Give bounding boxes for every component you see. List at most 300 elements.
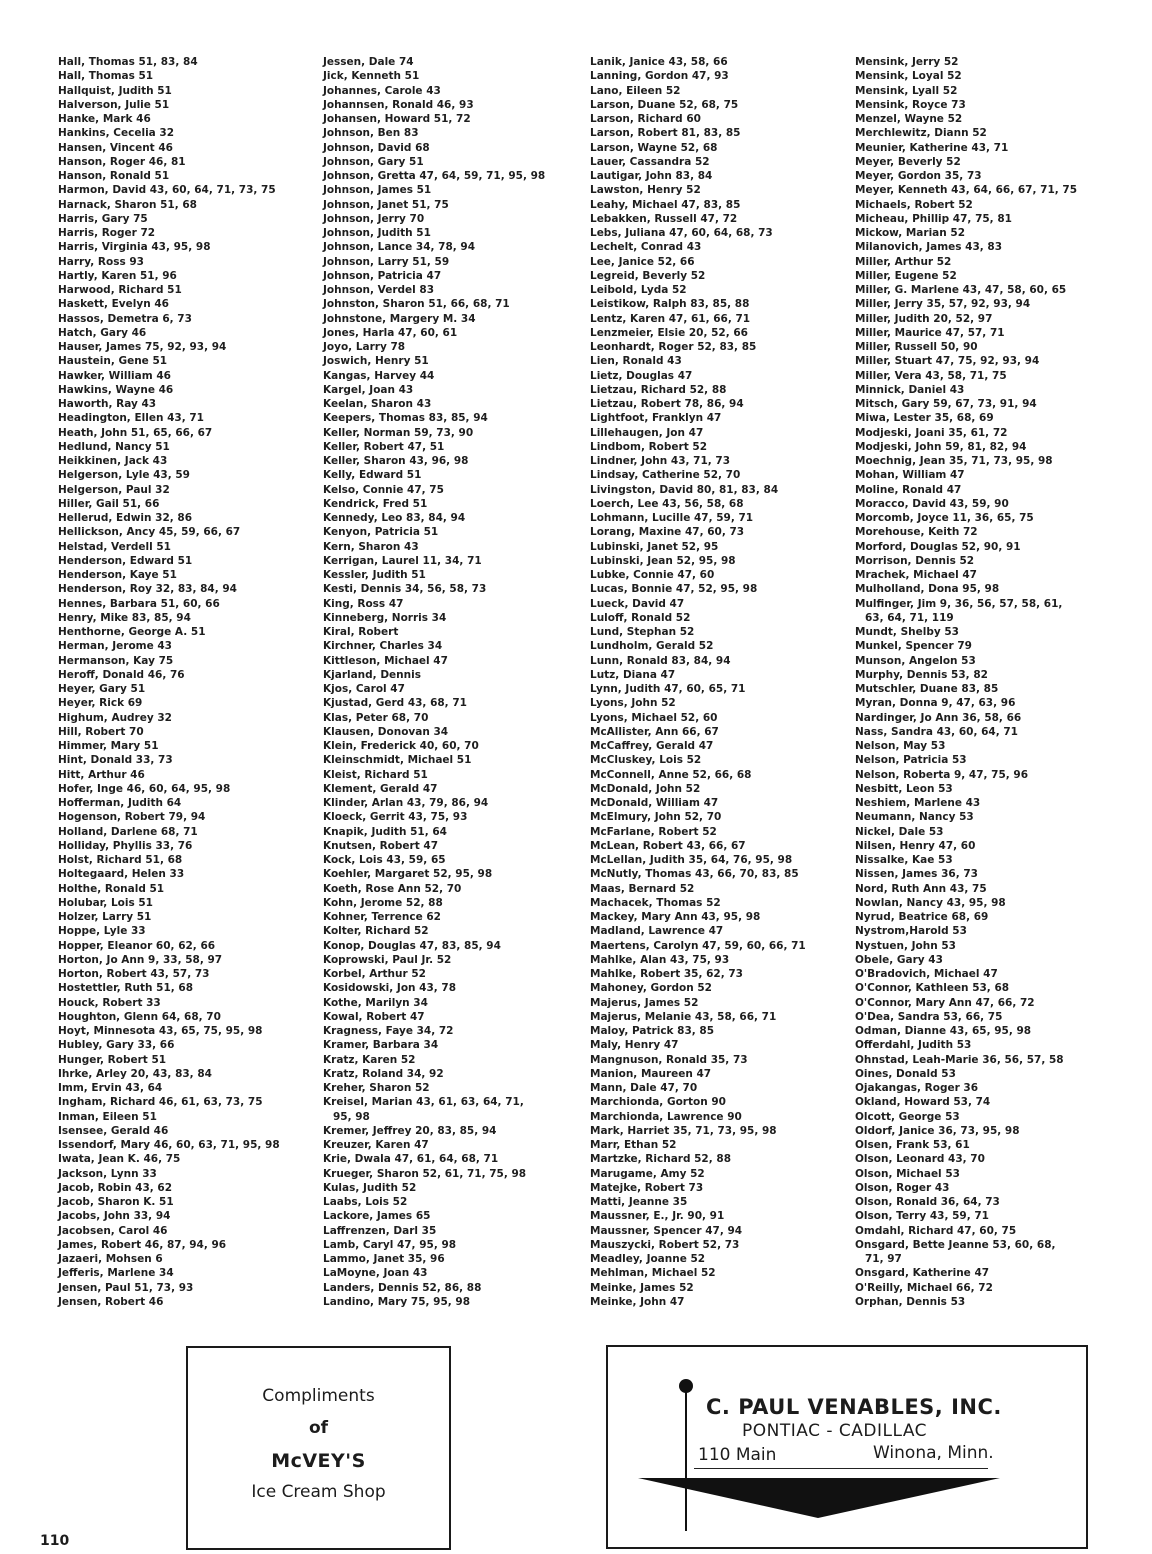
index-entry: Maussner, Spencer 47, 94: [590, 1224, 743, 1237]
index-entry: Nelson, Patricia 53: [855, 754, 967, 767]
index-entry: Johnson, Jerry 70: [323, 212, 425, 225]
index-entry: Nystuen, John 53: [855, 939, 956, 952]
index-entry: Hoppe, Lyle 33: [58, 925, 146, 938]
index-entry: Mahoney, Gordon 52: [590, 982, 712, 995]
index-entry: Morrison, Dennis 52: [855, 554, 975, 567]
index-entry: Korbel, Arthur 52: [323, 968, 426, 980]
index-entry: Mark, Harriet 35, 71, 73, 95, 98: [590, 1124, 777, 1137]
index-entry: Lyons, John 52: [590, 697, 676, 710]
index-entry: Hint, Donald 33, 73: [58, 754, 173, 767]
index-entry: Olson, Ronald 36, 64, 73: [855, 1196, 1000, 1208]
index-entry: Lanning, Gordon 47, 93: [590, 70, 729, 83]
index-entry: Mohan, William 47: [855, 469, 965, 482]
index-entry: Krueger, Sharon 52, 61, 71, 75, 98: [323, 1167, 527, 1180]
index-entry: Meinke, John 47: [590, 1295, 685, 1308]
index-entry: McDonald, William 47: [590, 797, 719, 809]
index-entry: Hankins, Cecelia 32: [58, 127, 175, 140]
index-entry: Nelson, May 53: [855, 740, 946, 752]
index-entry: Jacobsen, Carol 46: [58, 1224, 168, 1237]
index-entry: Matti, Jeanne 35: [590, 1196, 688, 1208]
index-entry: Lohmann, Lucille 47, 59, 71: [590, 512, 754, 524]
index-entry: Kohner, Terrence 62: [323, 911, 441, 923]
index-entry: Kiral, Robert: [323, 626, 399, 638]
index-entry: Menzel, Wayne 52: [855, 113, 963, 125]
index-entry: Keller, Robert 47, 51: [323, 440, 445, 453]
index-entry: Harris, Gary 75: [58, 212, 148, 225]
index-entry: Lietzau, Robert 78, 86, 94: [590, 398, 744, 410]
index-entry: Moechnig, Jean 35, 71, 73, 95, 98: [855, 455, 1053, 467]
index-entry: Offerdahl, Judith 53: [855, 1039, 972, 1052]
index-entry: Harmon, David 43, 60, 64, 71, 73, 75: [58, 184, 276, 197]
index-entry: Livingston, David 80, 81, 83, 84: [590, 483, 779, 496]
index-entry: Koprowski, Paul Jr. 52: [323, 953, 452, 966]
index-entry: Kjarland, Dennis: [323, 668, 421, 681]
index-entry: Leistikow, Ralph 83, 85, 88: [590, 298, 750, 311]
index-entry: Henry, Mike 83, 85, 94: [58, 611, 191, 624]
index-entry: Morford, Douglas 52, 90, 91: [855, 540, 1021, 553]
index-entry: Olson, Leonard 43, 70: [855, 1153, 985, 1166]
index-entry: Maertens, Carolyn 47, 59, 60, 66, 71: [590, 939, 806, 952]
index-column-1: [58, 55, 280, 1309]
index-entry: McLellan, Judith 35, 64, 76, 95, 98: [590, 854, 793, 866]
index-entry: Klein, Frederick 40, 60, 70: [323, 740, 479, 752]
index-entry: Kock, Lois 43, 59, 65: [323, 854, 446, 866]
index-entry: Kern, Sharon 43: [323, 540, 419, 553]
index-entry: Jensen, Paul 51, 73, 93: [58, 1281, 194, 1294]
index-entry: Kreuzer, Karen 47: [323, 1139, 429, 1151]
index-entry: Heath, John 51, 65, 66, 67: [58, 426, 213, 439]
index-entry: Lackore, James 65: [323, 1210, 431, 1223]
pin-stem: [685, 1391, 687, 1531]
index-entry: Olsen, Frank 53, 61: [855, 1139, 970, 1151]
index-entry: Holland, Darlene 68, 71: [58, 825, 198, 838]
ad-city: Winona, Minn.: [873, 1443, 994, 1463]
index-entry: Lutz, Diana 47: [590, 668, 676, 681]
index-entry: Henderson, Edward 51: [58, 554, 193, 567]
index-entry: Kendrick, Fred 51: [323, 497, 428, 510]
index-entry: Hall, Thomas 51: [58, 70, 154, 83]
index-entry: Mensink, Loyal 52: [855, 70, 962, 83]
index-entry: McFarlane, Robert 52: [590, 825, 717, 838]
index-entry: Henderson, Roy 32, 83, 84, 94: [58, 583, 237, 596]
index-entry: 95, 98: [333, 1110, 370, 1123]
venables-advertisement: [606, 1345, 1088, 1549]
index-entry: Hofferman, Judith 64: [58, 797, 182, 809]
index-entry: Lanik, Janice 43, 58, 66: [590, 56, 728, 68]
index-entry: Moracco, David 43, 59, 90: [855, 497, 1009, 510]
index-entry: Obele, Gary 43: [855, 953, 943, 966]
index-entry: Hunger, Robert 51: [58, 1053, 167, 1066]
index-entry: Hill, Robert 70: [58, 725, 144, 738]
index-entry: Henderson, Kaye 51: [58, 569, 177, 581]
index-entry: Odman, Dianne 43, 65, 95, 98: [855, 1025, 1032, 1037]
index-entry: Matejke, Robert 73: [590, 1181, 704, 1194]
index-entry: Mackey, Mary Ann 43, 95, 98: [590, 911, 761, 923]
index-entry: Kessler, Judith 51: [323, 569, 426, 581]
index-entry: Lindsay, Catherine 52, 70: [590, 469, 741, 482]
index-entry: Onsgard, Bette Jeanne 53, 60, 68,: [855, 1238, 1056, 1251]
index-entry: Himmer, Mary 51: [58, 740, 159, 752]
index-entry: Hartly, Karen 51, 96: [58, 269, 177, 282]
index-entry: Miller, G. Marlene 43, 47, 58, 60, 65: [855, 284, 1067, 296]
index-entry: Highum, Audrey 32: [58, 711, 172, 724]
index-entry: Larson, Robert 81, 83, 85: [590, 127, 741, 140]
index-entry: Mrachek, Michael 47: [855, 569, 977, 581]
index-entry: Nissalke, Kae 53: [855, 854, 953, 866]
index-entry: Kratz, Roland 34, 92: [323, 1067, 444, 1080]
index-entry: Harry, Ross 93: [58, 255, 144, 268]
index-entry: Inman, Eileen 51: [58, 1110, 157, 1123]
index-entry: Hall, Thomas 51, 83, 84: [58, 56, 198, 68]
index-entry: Issendorf, Mary 46, 60, 63, 71, 95, 98: [58, 1139, 280, 1151]
index-entry: Johnson, James 51: [323, 184, 432, 197]
index-entry: Imm, Ervin 43, 64: [58, 1082, 163, 1094]
index-entry: Holliday, Phyllis 33, 76: [58, 839, 193, 852]
index-entry: Moline, Ronald 47: [855, 483, 962, 496]
index-entry: Kelso, Connie 47, 75: [323, 483, 444, 496]
index-entry: Hanson, Ronald 51: [58, 170, 170, 182]
index-entry: Nass, Sandra 43, 60, 64, 71: [855, 725, 1018, 738]
ad-compliments-text: Compliments: [262, 1386, 375, 1406]
index-entry: Olson, Terry 43, 59, 71: [855, 1210, 989, 1223]
index-entry: LaMoyne, Joan 43: [323, 1267, 428, 1280]
index-entry: Morehouse, Keith 72: [855, 526, 978, 539]
index-entry: Lyons, Michael 52, 60: [590, 711, 718, 724]
index-entry: Myran, Donna 9, 47, 63, 96: [855, 697, 1016, 710]
index-entry: O'Bradovich, Michael 47: [855, 968, 998, 980]
index-entry: Henthorne, George A. 51: [58, 626, 206, 638]
index-entry: Lundholm, Gerald 52: [590, 640, 714, 653]
index-entry: Harris, Roger 72: [58, 227, 156, 239]
index-entry: Maloy, Patrick 83, 85: [590, 1025, 715, 1037]
index-entry: Lubke, Connie 47, 60: [590, 569, 715, 581]
index-entry: Modjeski, Joani 35, 61, 72: [855, 426, 1008, 439]
index-entry: Krie, Dwala 47, 61, 64, 68, 71: [323, 1153, 499, 1166]
index-entry: 63, 64, 71, 119: [865, 611, 954, 624]
index-entry: Landino, Mary 75, 95, 98: [323, 1295, 471, 1308]
index-entry: Jackson, Lynn 33: [58, 1167, 157, 1180]
index-entry: O'Connor, Kathleen 53, 68: [855, 982, 1010, 995]
index-entry: Hopper, Eleanor 60, 62, 66: [58, 939, 216, 952]
index-entry: Hauser, James 75, 92, 93, 94: [58, 341, 227, 353]
index-entry: Majerus, Melanie 43, 58, 66, 71: [590, 1010, 777, 1023]
index-entry: Nickel, Dale 53: [855, 825, 944, 838]
index-entry: Lubinski, Jean 52, 95, 98: [590, 554, 736, 567]
index-entry: Headington, Ellen 43, 71: [58, 412, 204, 425]
index-entry: Johnson, Gary 51: [323, 155, 424, 168]
index-entry: Mahlke, Robert 35, 62, 73: [590, 968, 743, 980]
ad-brands: PONTIAC - CADILLAC: [742, 1421, 928, 1441]
index-entry: Kennedy, Leo 83, 84, 94: [323, 512, 466, 524]
index-entry: Olson, Roger 43: [855, 1181, 950, 1194]
index-entry: Hanson, Roger 46, 81: [58, 155, 186, 168]
index-entry: Lubinski, Janet 52, 95: [590, 540, 719, 553]
index-entry: Mickow, Marian 52: [855, 227, 965, 239]
index-entry: Olcott, George 53: [855, 1110, 960, 1123]
index-entry: Ihrke, Arley 20, 43, 83, 84: [58, 1067, 212, 1080]
index-entry: Heroff, Donald 46, 76: [58, 668, 185, 681]
index-entry: Helgerson, Paul 32: [58, 483, 170, 496]
index-entry: Jacobs, John 33, 94: [58, 1210, 171, 1223]
index-entry: Meadley, Joanne 52: [590, 1253, 706, 1265]
index-entry: Kratz, Karen 52: [323, 1053, 416, 1066]
index-entry: Ohnstad, Leah-Marie 36, 56, 57, 58: [855, 1053, 1064, 1066]
index-entry: Lucas, Bonnie 47, 52, 95, 98: [590, 583, 758, 596]
index-entry: Manion, Maureen 47: [590, 1067, 712, 1080]
index-entry: Johnston, Sharon 51, 66, 68, 71: [323, 298, 510, 311]
index-entry: Neshiem, Marlene 43: [855, 797, 981, 809]
index-entry: Merchlewitz, Diann 52: [855, 127, 987, 140]
index-entry: Marugame, Amy 52: [590, 1167, 705, 1180]
index-entry: Madland, Lawrence 47: [590, 925, 724, 938]
index-column-2: [323, 55, 545, 1309]
index-entry: Johnson, Lance 34, 78, 94: [323, 241, 476, 254]
index-entry: Holthe, Ronald 51: [58, 882, 165, 895]
index-entry: Nowlan, Nancy 43, 95, 98: [855, 896, 1006, 909]
index-entry: Kesti, Dennis 34, 56, 58, 73: [323, 583, 487, 596]
index-entry: Leibold, Lyda 52: [590, 284, 687, 296]
index-entry: Leonhardt, Roger 52, 83, 85: [590, 341, 757, 353]
index-entry: Kremer, Jeffrey 20, 83, 85, 94: [323, 1124, 497, 1137]
index-entry: Kowal, Robert 47: [323, 1010, 425, 1023]
index-entry: Hassos, Demetra 6, 73: [58, 312, 192, 325]
index-entry: Lebakken, Russell 47, 72: [590, 212, 738, 225]
index-entry: Hellickson, Ancy 45, 59, 66, 67: [58, 526, 241, 539]
index-entry: Machacek, Thomas 52: [590, 896, 721, 909]
index-entry: Marr, Ethan 52: [590, 1139, 677, 1151]
index-entry: Kleinschmidt, Michael 51: [323, 754, 472, 767]
index-entry: Meyer, Beverly 52: [855, 155, 961, 168]
index-entry: Horton, Robert 43, 57, 73: [58, 968, 210, 980]
index-entry: Halverson, Julie 51: [58, 98, 170, 111]
index-entry: Maussner, E., Jr. 90, 91: [590, 1210, 725, 1223]
index-entry: Kothe, Marilyn 34: [323, 996, 428, 1009]
index-entry: Kargel, Joan 43: [323, 383, 414, 396]
mcveys-advertisement: [186, 1346, 451, 1550]
index-entry: Ingham, Richard 46, 61, 63, 73, 75: [58, 1096, 263, 1109]
index-entry: Klement, Gerald 47: [323, 782, 438, 795]
index-entry: Hellerud, Edwin 32, 86: [58, 512, 193, 524]
index-entry: Knutsen, Robert 47: [323, 839, 438, 852]
index-entry: Milanovich, James 43, 83: [855, 241, 1003, 254]
index-entry: Lenzmeier, Elsie 20, 52, 66: [590, 326, 748, 339]
index-entry: Olson, Michael 53: [855, 1167, 960, 1180]
index-entry: Landers, Dennis 52, 86, 88: [323, 1281, 482, 1294]
index-entry: Modjeski, John 59, 81, 82, 94: [855, 440, 1027, 453]
index-entry: Miller, Judith 20, 52, 97: [855, 312, 993, 325]
index-entry: Maas, Bernard 52: [590, 882, 695, 895]
index-entry: James, Robert 46, 87, 94, 96: [58, 1238, 227, 1251]
index-entry: Lillehaugen, Jon 47: [590, 426, 704, 439]
index-entry: Herman, Jerome 43: [58, 640, 172, 653]
index-entry: Houck, Robert 33: [58, 996, 161, 1009]
index-entry: Jessen, Dale 74: [323, 56, 414, 68]
index-entry: Laffrenzen, Darl 35: [323, 1224, 437, 1237]
index-entry: Johannes, Carole 43: [323, 84, 441, 97]
index-entry: Kirchner, Charles 34: [323, 640, 443, 653]
index-entry: Kangas, Harvey 44: [323, 369, 435, 382]
ad-address: 110 Main: [698, 1445, 777, 1465]
index-entry: Johnson, Patricia 47: [323, 269, 442, 282]
index-entry: Marchionda, Gorton 90: [590, 1096, 726, 1109]
index-entry: Mensink, Jerry 52: [855, 56, 959, 68]
index-entry: Harnack, Sharon 51, 68: [58, 198, 197, 211]
index-entry: McElmury, John 52, 70: [590, 811, 722, 824]
index-entry: Ojakangas, Roger 36: [855, 1082, 979, 1094]
index-entry: Jefferis, Marlene 34: [58, 1267, 174, 1280]
index-entry: Johnson, Judith 51: [323, 227, 431, 239]
index-entry: 71, 97: [865, 1253, 902, 1265]
index-entry: Nardinger, Jo Ann 36, 58, 66: [855, 711, 1022, 724]
index-entry: Kjustad, Gerd 43, 68, 71: [323, 697, 467, 710]
index-entry: Nissen, James 36, 73: [855, 868, 978, 881]
index-entry: Minnick, Daniel 43: [855, 383, 965, 396]
index-entry: Lien, Ronald 43: [590, 355, 682, 368]
index-entry: Martzke, Richard 52, 88: [590, 1153, 731, 1166]
index-entry: Oines, Donald 53: [855, 1067, 956, 1080]
index-entry: Kittleson, Michael 47: [323, 654, 448, 667]
index-entry: Kragness, Faye 34, 72: [323, 1025, 454, 1037]
index-entry: Mehlman, Michael 52: [590, 1267, 716, 1280]
index-entry: Meyer, Kenneth 43, 64, 66, 67, 71, 75: [855, 184, 1078, 197]
index-entry: McConnell, Anne 52, 66, 68: [590, 768, 752, 781]
index-entry: Mulholland, Dona 95, 98: [855, 583, 1000, 596]
index-entry: Kerrigan, Laurel 11, 34, 71: [323, 554, 482, 567]
index-entry: Maly, Henry 47: [590, 1039, 679, 1052]
index-entry: Larson, Duane 52, 68, 75: [590, 98, 739, 111]
index-entry: Jazaeri, Mohsen 6: [58, 1253, 163, 1265]
index-entry: Hansen, Vincent 46: [58, 141, 173, 154]
index-entry: Mitsch, Gary 59, 67, 73, 91, 94: [855, 398, 1037, 410]
index-entry: Horton, Jo Ann 9, 33, 58, 97: [58, 953, 223, 966]
index-entry: Keepers, Thomas 83, 85, 94: [323, 412, 488, 425]
index-entry: Kulas, Judith 52: [323, 1181, 417, 1194]
index-entry: Johansen, Howard 51, 72: [323, 113, 471, 125]
index-entry: Hofer, Inge 46, 60, 64, 95, 98: [58, 782, 231, 795]
index-entry: Hawkins, Wayne 46: [58, 383, 174, 396]
index-entry: Marchionda, Lawrence 90: [590, 1110, 742, 1123]
index-entry: Johannsen, Ronald 46, 93: [323, 98, 474, 111]
index-entry: Munson, Angelon 53: [855, 654, 976, 667]
index-entry: Hoyt, Minnesota 43, 65, 75, 95, 98: [58, 1025, 263, 1037]
index-entry: Hatch, Gary 46: [58, 326, 147, 339]
index-entry: O'Connor, Mary Ann 47, 66, 72: [855, 996, 1035, 1009]
index-entry: Jacob, Sharon K. 51: [58, 1196, 174, 1208]
index-entry: Kreher, Sharon 52: [323, 1082, 430, 1094]
index-entry: Meunier, Katherine 43, 71: [855, 141, 1009, 154]
index-entry: Koeth, Rose Ann 52, 70: [323, 882, 462, 895]
index-entry: Nilsen, Henry 47, 60: [855, 839, 976, 852]
index-entry: Kohn, Jerome 52, 88: [323, 896, 443, 909]
index-entry: Helstad, Verdell 51: [58, 540, 171, 553]
index-entry: Holtegaard, Helen 33: [58, 868, 185, 881]
index-entry: Miller, Arthur 52: [855, 255, 952, 268]
index-entry: Hedlund, Nancy 51: [58, 440, 170, 453]
index-entry: Hallquist, Judith 51: [58, 84, 172, 97]
index-entry: Murphy, Dennis 53, 82: [855, 668, 988, 681]
index-entry: Oldorf, Janice 36, 73, 95, 98: [855, 1124, 1020, 1137]
index-entry: Morcomb, Joyce 11, 36, 65, 75: [855, 512, 1034, 524]
index-entry: Miller, Maurice 47, 57, 71: [855, 326, 1005, 339]
index-entry: Hitt, Arthur 46: [58, 768, 145, 781]
index-entry: Holzer, Larry 51: [58, 911, 152, 923]
index-entry: Lunn, Ronald 83, 84, 94: [590, 654, 731, 667]
index-entry: Lano, Eileen 52: [590, 84, 681, 97]
index-entry: Majerus, James 52: [590, 996, 699, 1009]
index-entry: Holubar, Lois 51: [58, 896, 153, 909]
index-entry: Leahy, Michael 47, 83, 85: [590, 198, 741, 211]
index-entry: McNutly, Thomas 43, 66, 70, 83, 85: [590, 868, 799, 881]
index-entry: Jick, Kenneth 51: [323, 70, 420, 83]
index-entry: Hanke, Mark 46: [58, 113, 151, 125]
index-entry: Nyrud, Beatrice 68, 69: [855, 911, 989, 923]
index-entry: Kleist, Richard 51: [323, 768, 428, 781]
index-entry: Meinke, James 52: [590, 1281, 694, 1294]
index-entry: Hogenson, Robert 79, 94: [58, 811, 206, 824]
index-entry: Okland, Howard 53, 74: [855, 1096, 991, 1109]
index-entry: Joswich, Henry 51: [323, 355, 429, 368]
index-entry: Michaels, Robert 52: [855, 198, 973, 211]
index-entry: McCluskey, Lois 52: [590, 754, 702, 767]
index-entry: Heyer, Rick 69: [58, 697, 143, 710]
index-entry: Nord, Ruth Ann 43, 75: [855, 882, 987, 895]
index-entry: Haustein, Gene 51: [58, 355, 168, 368]
index-entry: Mensink, Royce 73: [855, 98, 966, 111]
index-entry: Kreisel, Marian 43, 61, 63, 64, 71,: [323, 1096, 524, 1109]
index-entry: Lamb, Caryl 47, 95, 98: [323, 1238, 457, 1251]
index-entry: Mahlke, Alan 43, 75, 93: [590, 953, 730, 966]
index-entry: Miller, Eugene 52: [855, 269, 957, 282]
index-entry: Kloeck, Gerrit 43, 75, 93: [323, 811, 468, 824]
index-entry: Joyo, Larry 78: [323, 341, 406, 353]
index-entry: Johnson, Verdel 83: [323, 284, 435, 296]
index-entry: Larson, Wayne 52, 68: [590, 141, 718, 154]
index-entry: Laabs, Lois 52: [323, 1196, 408, 1208]
index-entry: Keelan, Sharon 43: [323, 398, 432, 410]
index-entry: Johnstone, Margery M. 34: [323, 312, 476, 325]
index-entry: Lammo, Janet 35, 96: [323, 1253, 445, 1265]
index-entry: Lund, Stephan 52: [590, 626, 695, 638]
index-entry: Miwa, Lester 35, 68, 69: [855, 412, 994, 425]
index-entry: Iwata, Jean K. 46, 75: [58, 1153, 181, 1166]
ad-of-text: of: [308, 1418, 329, 1438]
index-entry: Nystrom,Harold 53: [855, 925, 967, 938]
index-entry: Harris, Virginia 43, 95, 98: [58, 241, 211, 254]
index-entry: Lechelt, Conrad 43: [590, 241, 702, 254]
index-entry: Haskett, Evelyn 46: [58, 298, 169, 311]
index-entry: Helgerson, Lyle 43, 59: [58, 469, 190, 482]
index-entry: Keller, Sharon 43, 96, 98: [323, 455, 469, 467]
index-entry: Mulfinger, Jim 9, 36, 56, 57, 58, 61,: [855, 597, 1063, 610]
index-entry: McCaffrey, Gerald 47: [590, 740, 714, 752]
index-entry: Knapik, Judith 51, 64: [323, 825, 447, 838]
index-entry: O'Reilly, Michael 66, 72: [855, 1281, 993, 1294]
index-entry: Keller, Norman 59, 73, 90: [323, 426, 474, 439]
index-entry: Jones, Harla 47, 60, 61: [323, 326, 458, 339]
index-entry: Klausen, Donovan 34: [323, 725, 449, 738]
index-entry: King, Ross 47: [323, 597, 404, 610]
index-entry: Lynn, Judith 47, 60, 65, 71: [590, 683, 746, 695]
index-entry: Lee, Janice 52, 66: [590, 255, 695, 268]
index-entry: Lautigar, John 83, 84: [590, 170, 713, 182]
index-entry: Lietzau, Richard 52, 88: [590, 383, 727, 396]
index-entry: Mauszycki, Robert 52, 73: [590, 1238, 740, 1251]
index-entry: Hermanson, Kay 75: [58, 654, 174, 667]
index-entry: Miller, Stuart 47, 75, 92, 93, 94: [855, 355, 1040, 368]
index-entry: Kolter, Richard 52: [323, 925, 429, 938]
index-entry: Johnson, Ben 83: [323, 127, 419, 140]
index-entry: Micheau, Phillip 47, 75, 81: [855, 212, 1012, 225]
